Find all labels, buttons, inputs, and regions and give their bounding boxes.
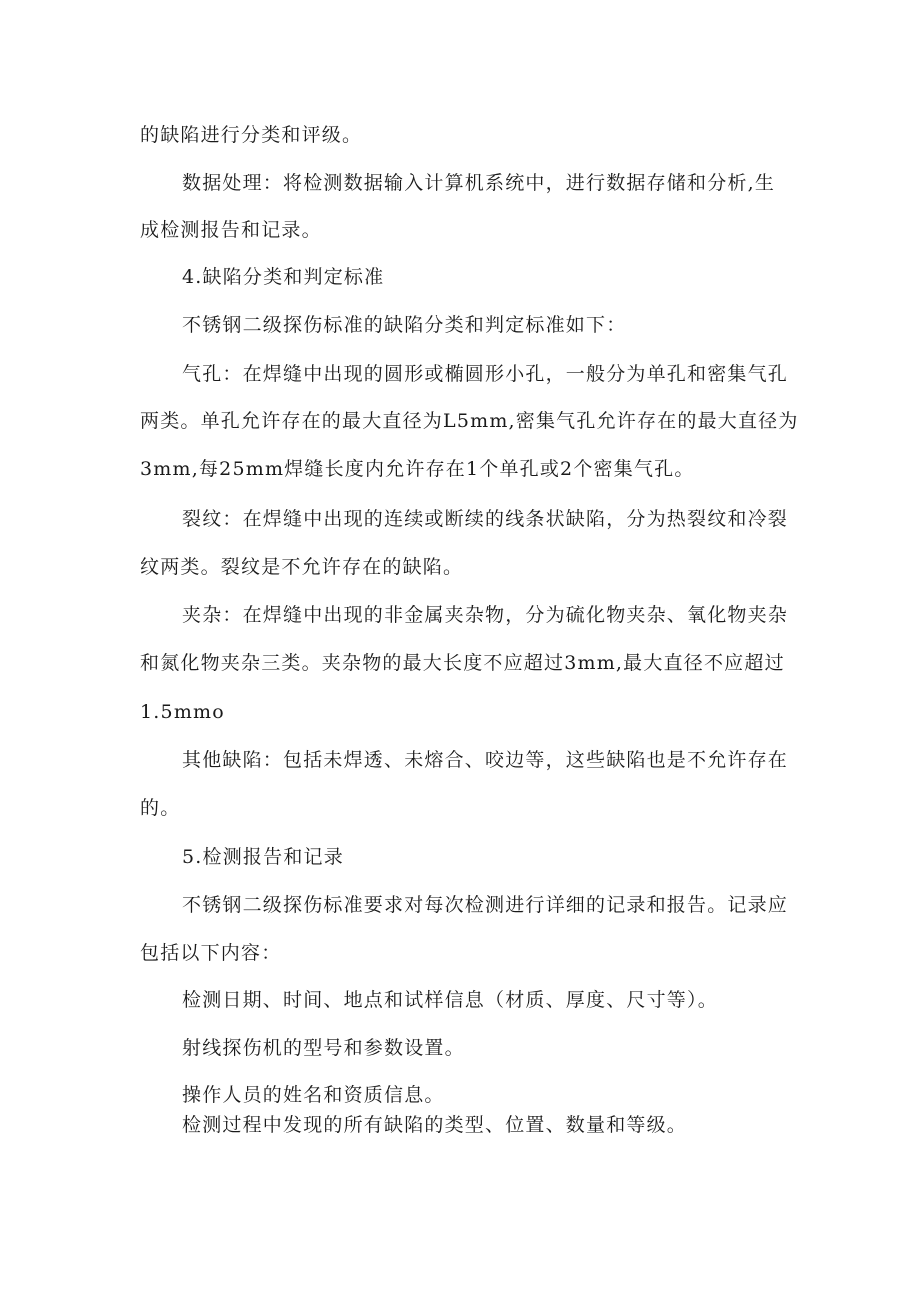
paragraph-line: 两类。单孔允许存在的最大直径为L5mm,密集气孔允许存在的最大直径为 <box>140 410 799 432</box>
paragraph-line: 3mm,每25mm焊缝长度内允许存在1个单孔或2个密集气孔。 <box>140 458 695 480</box>
paragraph-line: 和氮化物夹杂三类。夹杂物的最大长度不应超过3mm,最大直径不应超过 <box>140 652 785 674</box>
paragraph-line: 1.5mmo <box>140 701 225 723</box>
paragraph-line: 包括以下内容： <box>140 942 282 964</box>
paragraph-line: 气孔：在焊缝中出现的圆形或椭圆形小孔，一般分为单孔和密集气孔 <box>182 363 789 385</box>
paragraph-line: 成检测报告和记录。 <box>140 219 322 241</box>
paragraph-line: 纹两类。裂纹是不允许存在的缺陷。 <box>140 556 464 578</box>
list-item: 检测日期、时间、地点和试样信息（材质、厚度、尺寸等）。 <box>182 989 718 1011</box>
paragraph-line: 数据处理：将检测数据输入计算机系统中，进行数据存储和分析,生 <box>182 172 776 194</box>
list-item: 检测过程中发现的所有缺陷的类型、位置、数量和等级。 <box>182 1114 688 1136</box>
list-item: 射线探伤机的型号和参数设置。 <box>182 1037 465 1059</box>
paragraph-line: 裂纹：在焊缝中出现的连续或断续的线条状缺陷，分为热裂纹和冷裂 <box>182 508 789 530</box>
list-item: 操作人员的姓名和资质信息。 <box>182 1084 445 1106</box>
paragraph-line: 不锈钢二级探伤标准要求对每次检测进行详细的记录和报告。记录应 <box>182 894 789 916</box>
paragraph-line: 不锈钢二级探伤标准的缺陷分类和判定标准如下： <box>182 314 627 336</box>
paragraph-line: 的。 <box>140 797 181 819</box>
paragraph-line: 夹杂：在焊缝中出现的非金属夹杂物，分为硫化物夹杂、氧化物夹杂 <box>182 604 789 626</box>
section-heading: 5.检测报告和记录 <box>182 846 344 868</box>
paragraph-line: 其他缺陷：包括未焊透、未熔合、咬边等，这些缺陷也是不允许存在 <box>182 749 789 771</box>
paragraph-line: 的缺陷进行分类和评级。 <box>140 124 363 146</box>
section-heading: 4.缺陷分类和判定标准 <box>182 266 385 288</box>
